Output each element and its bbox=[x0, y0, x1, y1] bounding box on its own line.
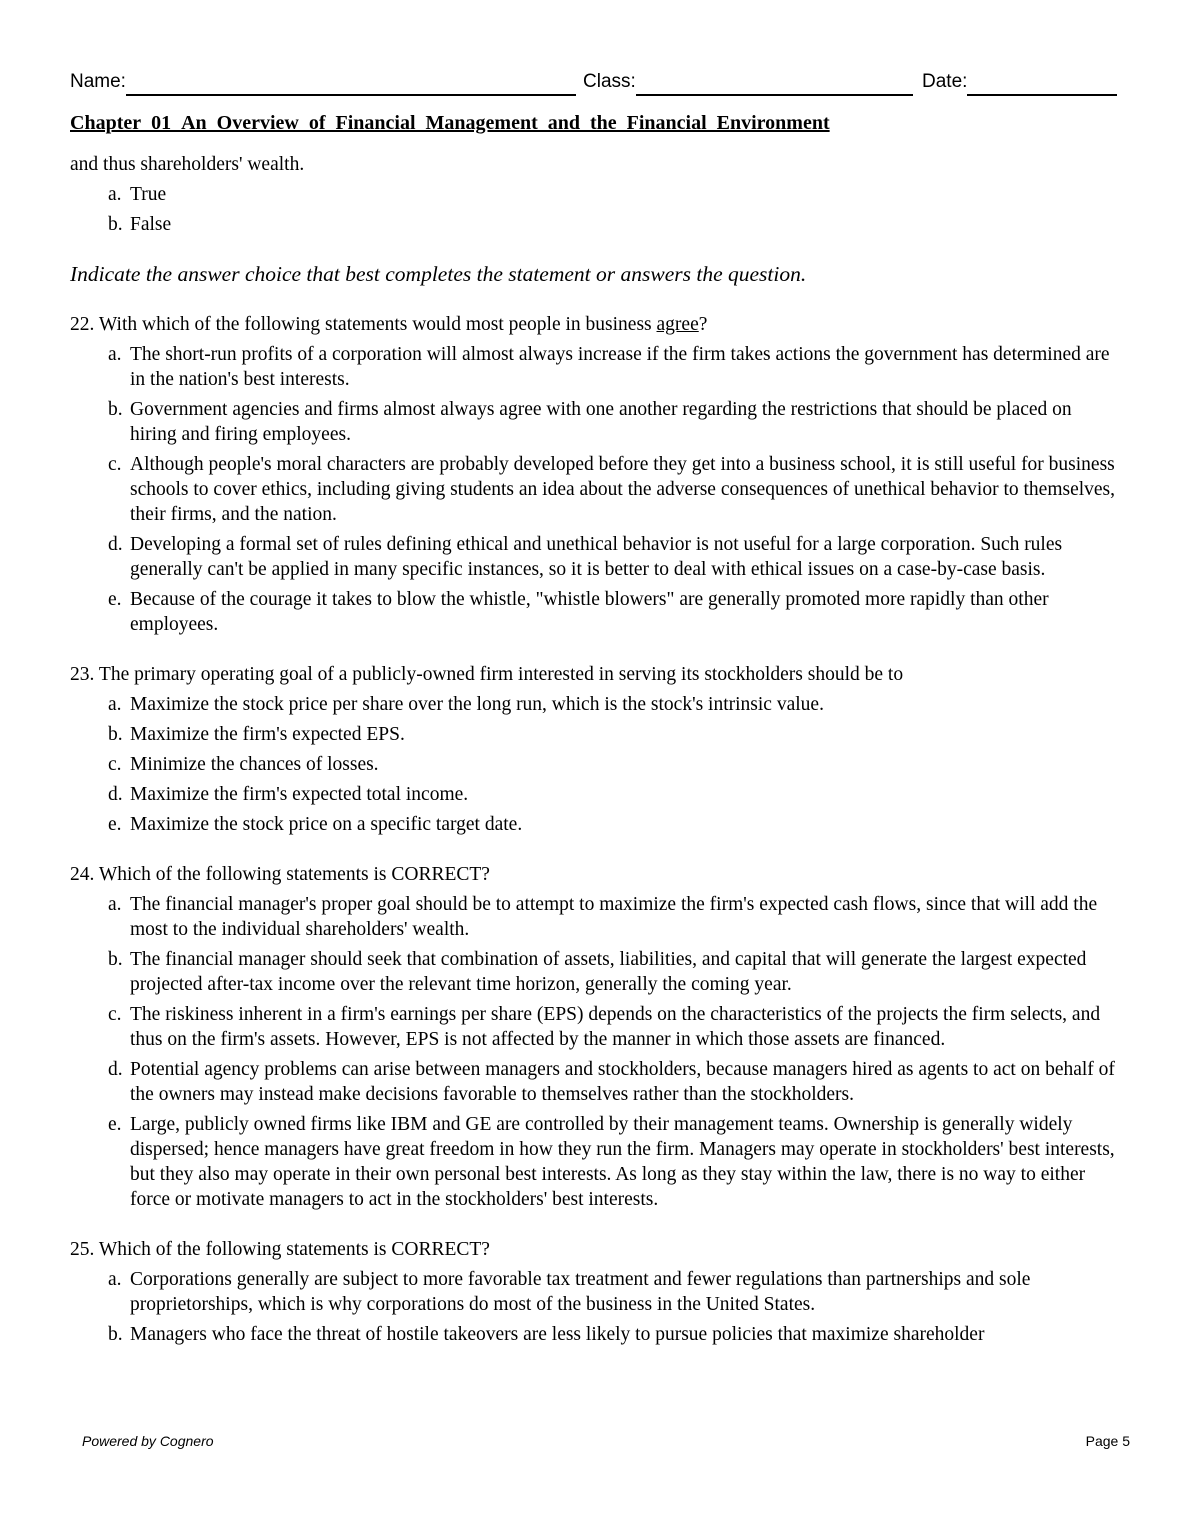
answer-option bbox=[70, 1267, 1120, 1317]
option-text: Corporations generally are subject to more favorable tax treatment and fewer regulations than partnerships and sole proprietorships, which is why corporations do most of the business in the United States. bbox=[130, 1269, 1031, 1315]
option-letter: c. bbox=[108, 1004, 122, 1025]
name-label: Name: bbox=[70, 71, 126, 92]
document-body bbox=[70, 152, 1120, 1372]
answer-option bbox=[70, 892, 1120, 942]
option-text: The financial manager should seek that combination of assets, liabilities, and capital that will generate the largest expected projected after-tax income over the relevant time horizon, generally the coming year. bbox=[130, 949, 1087, 995]
option-letter: a. bbox=[108, 184, 122, 205]
option-letter: e. bbox=[108, 589, 122, 610]
option-letter: c. bbox=[108, 454, 122, 475]
footer-powered-by: Powered by Cognero bbox=[82, 1433, 214, 1449]
option-text: The riskiness inherent in a firm's earnings per share (EPS) depends on the characteristics of the projects the firm selects, and thus on the firm's assets. However, EPS is not affected by the manner in which those assets are financed. bbox=[130, 1004, 1101, 1050]
option-letter: b. bbox=[108, 399, 123, 420]
answer-option bbox=[70, 947, 1120, 997]
question-stem bbox=[70, 662, 1120, 687]
option-text: Maximize the stock price per share over the long run, which is the stock's intrinsic value. bbox=[130, 694, 824, 715]
option-letter: d. bbox=[108, 1059, 123, 1080]
answer-option bbox=[70, 452, 1120, 527]
answer-option bbox=[70, 692, 1120, 717]
option-text: Maximize the stock price on a specific target date. bbox=[130, 814, 523, 835]
option-text: Because of the courage it takes to blow the whistle, "whistle blowers" are generally promoted more rapidly than other employees. bbox=[130, 589, 1049, 635]
question-number: 22. bbox=[70, 314, 95, 335]
answer-option bbox=[70, 587, 1120, 637]
answer-option bbox=[70, 212, 1120, 237]
answer-option bbox=[70, 397, 1120, 447]
date-label: Date: bbox=[922, 71, 968, 92]
option-letter: e. bbox=[108, 1114, 122, 1135]
question-stem bbox=[70, 862, 1120, 887]
option-letter: d. bbox=[108, 534, 123, 555]
option-letter: b. bbox=[108, 949, 123, 970]
question-number: 25. bbox=[70, 1239, 95, 1260]
instruction-text: Indicate the answer choice that best completes the statement or answers the question. bbox=[70, 262, 807, 286]
class-blank-line bbox=[636, 72, 913, 96]
answer-option bbox=[70, 812, 1120, 837]
option-letter: b. bbox=[108, 1324, 123, 1345]
option-letter: a. bbox=[108, 1269, 122, 1290]
question-22 bbox=[70, 312, 1120, 637]
stem-text: Which of the following statements is CORRECT? bbox=[98, 1239, 490, 1260]
option-letter: b. bbox=[108, 214, 123, 235]
class-field bbox=[583, 68, 913, 96]
option-letter: a. bbox=[108, 894, 122, 915]
stem-text: With which of the following statements would most people in business bbox=[98, 314, 657, 335]
question-stem bbox=[70, 312, 1120, 337]
option-text: True bbox=[130, 184, 167, 205]
question-number: 23. bbox=[70, 664, 95, 685]
question-24 bbox=[70, 862, 1120, 1212]
name-field bbox=[70, 68, 576, 96]
answer-option bbox=[70, 1057, 1120, 1107]
question-23 bbox=[70, 662, 1120, 837]
answer-option bbox=[70, 1002, 1120, 1052]
stem-text: Which of the following statements is CORRECT? bbox=[98, 864, 490, 885]
option-text: The short-run profits of a corporation will almost always increase if the firm takes actions the government has determined are in the nation's best interests. bbox=[130, 344, 1110, 390]
option-letter: c. bbox=[108, 754, 122, 775]
option-text: Maximize the firm's expected EPS. bbox=[130, 724, 405, 745]
option-text: Maximize the firm's expected total income. bbox=[130, 784, 469, 805]
option-letter: d. bbox=[108, 784, 123, 805]
option-text: False bbox=[130, 214, 172, 235]
chapter-title: Chapter_01_An_Overview_of_Financial_Management_and_the_Financial_Environment bbox=[70, 112, 830, 134]
date-field bbox=[922, 68, 1117, 96]
date-blank-line bbox=[967, 72, 1117, 96]
answer-option bbox=[70, 752, 1120, 777]
option-letter: b. bbox=[108, 724, 123, 745]
class-label: Class: bbox=[583, 71, 636, 92]
option-text: Although people's moral characters are probably developed before they get into a business school, it is still useful for business schools to cover ethics, including giving students an idea about the adverse consequences of unethical behavior to themselves, their firms, and the nation. bbox=[130, 454, 1116, 525]
question-stem bbox=[70, 1237, 1120, 1262]
answer-option bbox=[70, 782, 1120, 807]
answer-option bbox=[70, 182, 1120, 207]
continued-stem: and thus shareholders' wealth. bbox=[70, 154, 305, 175]
name-blank-line bbox=[126, 72, 576, 96]
answer-option bbox=[70, 1112, 1120, 1212]
option-letter: a. bbox=[108, 344, 122, 365]
option-text: Potential agency problems can arise between managers and stockholders, because managers hired as agents to act on behalf of the owners may instead make decisions favorable to themselves rather than the stockholders. bbox=[130, 1059, 1115, 1105]
answer-option bbox=[70, 1322, 1120, 1347]
option-text: The financial manager's proper goal should be to attempt to maximize the firm's expected cash flows, since that will add the most to the individual shareholders' wealth. bbox=[130, 894, 1098, 940]
answer-option bbox=[70, 722, 1120, 747]
option-text: Developing a formal set of rules defining ethical and unethical behavior is not useful for a large corporation. Such rules generally can't be applied in many specific instances, so it is better to deal with ethical issues on a case-by-case basis. bbox=[130, 534, 1063, 580]
answer-option bbox=[70, 532, 1120, 582]
stem-text-end: ? bbox=[698, 314, 708, 335]
option-text: Managers who face the threat of hostile takeovers are less likely to pursue policies that maximize shareholder bbox=[130, 1324, 985, 1345]
option-text: Minimize the chances of losses. bbox=[130, 754, 379, 775]
option-text: Large, publicly owned firms like IBM and GE are controlled by their management teams. Ownership is generally widely dispersed; hence managers have great freedom in how they run the firm. Managers may operate in stockholders' best interests, but they also may operate in their own personal best interests. As long as they stay within the law, there is no way to either force or motivate managers to act in the stockholders' best interests. bbox=[130, 1114, 1115, 1210]
answer-option bbox=[70, 342, 1120, 392]
stem-underlined-word: agree bbox=[656, 314, 699, 335]
question-25 bbox=[70, 1237, 1120, 1347]
option-text: Government agencies and firms almost always agree with one another regarding the restrictions that should be placed on hiring and firing employees. bbox=[130, 399, 1072, 445]
question-number: 24. bbox=[70, 864, 95, 885]
continued-question bbox=[70, 152, 1120, 237]
option-letter: a. bbox=[108, 694, 122, 715]
option-letter: e. bbox=[108, 814, 122, 835]
stem-text: The primary operating goal of a publicly-owned firm interested in serving its stockholders should be to bbox=[98, 664, 904, 685]
footer-page-number: Page 5 bbox=[1085, 1433, 1130, 1449]
